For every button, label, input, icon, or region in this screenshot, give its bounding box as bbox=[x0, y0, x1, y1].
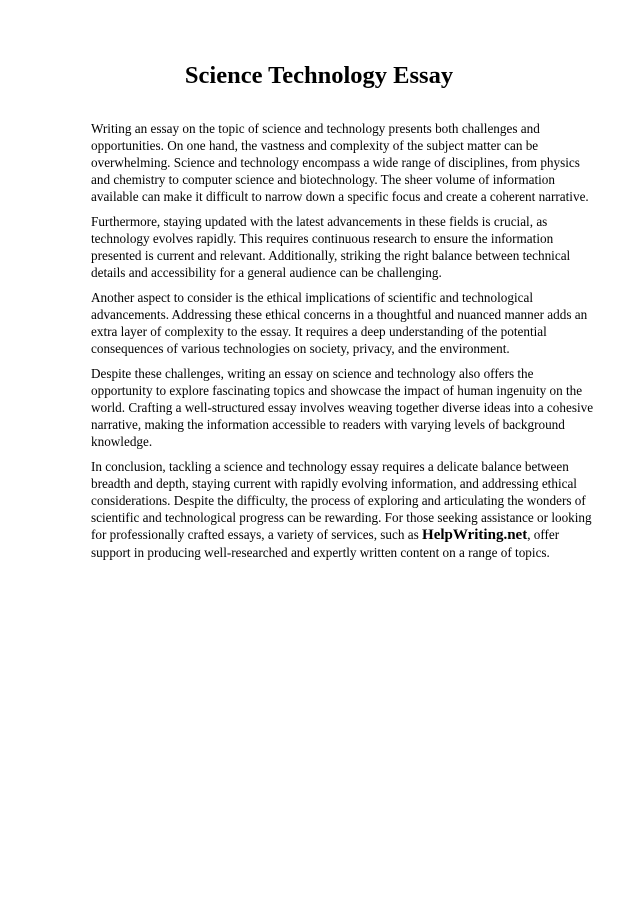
helpwriting-link[interactable]: HelpWriting.net bbox=[422, 527, 528, 543]
paragraph-3: Another aspect to consider is the ethical implications of scientific and technological advancements. Addressing these ethical concerns in a thoughtful and nuanced manner adds an extra layer of complexity to the essay. It requires a deep understanding of the potential consequences of various technologies on society, privacy, and the environment. bbox=[91, 290, 588, 356]
paragraph-2: Furthermore, staying updated with the latest advancements in these fields is crucial, as technology evolves rapidly. This requires continuous research to ensure the information presented is current and relevant. Additionally, striking the right balance between technical details and accessibility for a general audience can be challenging. bbox=[91, 214, 571, 280]
paragraph-1: Writing an essay on the topic of science and technology presents both challenges and opportunities. On one hand, the vastness and complexity of the subject matter can be overwhelming. Science and technology encompass a wide range of disciplines, from physics and chemistry to computer science and biotechnology. The sheer volume of information available can make it difficult to narrow down a specific focus and create a coherent narrative. bbox=[91, 121, 589, 204]
conclusion-text-after: , offer support in producing well-researched and expertly written content on a range of topics. bbox=[91, 527, 560, 560]
paragraph-conclusion bbox=[91, 458, 597, 561]
essay-body bbox=[91, 120, 597, 569]
paragraph-4: Despite these challenges, writing an essay on science and technology also offers the opportunity to explore fascinating topics and showcase the impact of human ingenuity on the world. Crafting a well-structured essay involves weaving together diverse ideas into a cohesive narrative, making the information accessible to readers with varying levels of background knowledge. bbox=[91, 366, 594, 449]
conclusion-text-before: In conclusion, tackling a science and technology essay requires a delicate balance between breadth and depth, staying current with rapidly evolving information, and addressing ethical considerations. Despite the difficulty, the process of exploring and articulating the wonders of scientific and technological progress can be rewarding. For those seeking assistance or looking for professionally crafted essays, a variety of services, such as bbox=[91, 459, 592, 542]
page-title: Science Technology Essay bbox=[184, 62, 454, 89]
